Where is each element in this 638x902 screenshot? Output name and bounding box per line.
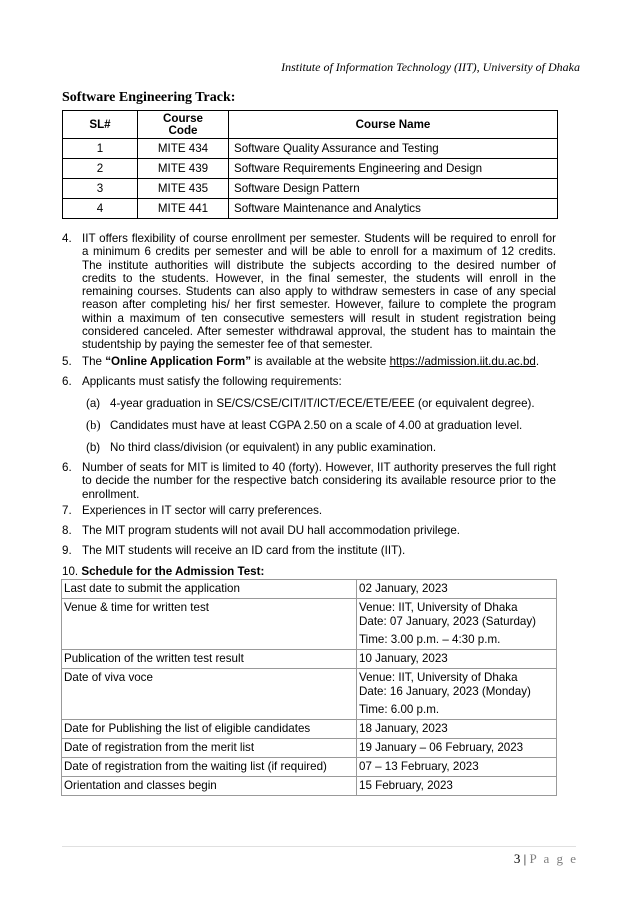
schedule-label: Date of registration from the merit list (62, 739, 357, 758)
list-item-6-seats (62, 461, 556, 501)
page-number: 3 (513, 851, 521, 866)
schedule-label: Orientation and classes begin (62, 777, 357, 796)
sub-item-text: 4-year graduation in SE/CS/CSE/CIT/IT/ICT/ECE/ETE/EEE (or equivalent degree). (110, 397, 535, 410)
schedule-value: 15 February, 2023 (357, 777, 557, 796)
sub-item-number: (b) (86, 441, 101, 454)
sub-item-b-second (86, 441, 556, 454)
item-text: IIT offers flexibility of course enrollment per semester. Students will be required to enroll for a minimum 6 credits per semester and will be able to enroll for a maximum of 12 credits. The institute authorities will distribute the subjects according to the desired number of credits to the students. However, in the final semester, the students will enroll in the remaining courses. Students can also apply to withdraw semesters in case of any special reason after completing his/ her first semester. However, failure to complete the program within a maximum of ten consecutive semesters will result in student registration being considered canceled. After semester withdrawal approval, the student has to maintain the studentship by paying the semester fee of that semester. (82, 232, 556, 352)
table-row (62, 758, 557, 777)
schedule-label: Venue & time for written test (62, 599, 357, 650)
schedule-value: 07 – 13 February, 2023 (357, 758, 557, 777)
schedule-label: Date of registration from the waiting list (if required) (62, 758, 357, 777)
list-item-5 (62, 355, 556, 368)
list-item-9 (62, 544, 556, 557)
cell-name: Software Quality Assurance and Testing (229, 139, 558, 159)
item-number: 5. (62, 355, 72, 368)
item-number: 6. (62, 461, 72, 474)
schedule-label: Last date to submit the application (62, 580, 357, 599)
sub-item-a (86, 397, 556, 410)
cell-name: Software Design Pattern (229, 179, 558, 199)
item-text: The “Online Application Form” is available at the website https://admission.iit.du.ac.bd. (82, 355, 540, 368)
admission-website-link[interactable]: https://admission.iit.du.ac.bd (389, 355, 536, 368)
list-item-4 (62, 232, 556, 352)
schedule-table (61, 579, 557, 796)
list-item-8 (62, 524, 556, 537)
table-row (62, 650, 557, 669)
footer-separator: | (523, 851, 527, 866)
schedule-value: Venue: IIT, University of Dhaka Date: 07 January, 2023 (Saturday) Time: 3.00 p.m. – 4:30 p.m. (357, 599, 557, 650)
sub-item-text: Candidates must have at least CGPA 2.50 on a scale of 4.00 at graduation level. (110, 419, 523, 432)
cell-code: MITE 441 (138, 199, 229, 219)
table-row (62, 669, 557, 720)
course-table (62, 110, 558, 219)
list-item-6 (62, 375, 556, 388)
list-item-7 (62, 504, 556, 517)
item-number: 4. (62, 232, 72, 245)
item-text: Number of seats for MIT is limited to 40 (forty). However, IIT authority preserves the full right to decide the number for the respective batch considering its available resource prior to the enrollment. (82, 461, 556, 501)
cell-sl: 3 (63, 179, 138, 199)
online-form-label: “Online Application Form” (105, 355, 251, 368)
schedule-title (62, 565, 264, 578)
item-number: 6. (62, 375, 72, 388)
item-number: 9. (62, 544, 72, 557)
item-text: Experiences in IT sector will carry preferences. (82, 504, 323, 517)
col-header-name: Course Name (229, 111, 558, 139)
cell-name: Software Maintenance and Analytics (229, 199, 558, 219)
table-row (62, 739, 557, 758)
item-number: 8. (62, 524, 72, 537)
cell-code: MITE 435 (138, 179, 229, 199)
cell-name: Software Requirements Engineering and Design (229, 159, 558, 179)
cell-code: MITE 439 (138, 159, 229, 179)
table-row (63, 139, 558, 159)
schedule-label: Date of viva voce (62, 669, 357, 720)
table-row (62, 720, 557, 739)
page-word: P a g e (529, 851, 578, 866)
schedule-value: 10 January, 2023 (357, 650, 557, 669)
schedule-value: Venue: IIT, University of Dhaka Date: 16 January, 2023 (Monday) Time: 6.00 p.m. (357, 669, 557, 720)
item-text: Applicants must satisfy the following requirements: (82, 375, 342, 388)
schedule-value: 19 January – 06 February, 2023 (357, 739, 557, 758)
col-header-code: Course Code (138, 111, 229, 139)
footer-divider (62, 846, 576, 847)
sub-item-b (86, 419, 556, 432)
table-row (63, 179, 558, 199)
sub-item-text: No third class/division (or equivalent) in any public examination. (110, 441, 437, 454)
cell-sl: 2 (63, 159, 138, 179)
table-row (62, 777, 557, 796)
cell-code: MITE 434 (138, 139, 229, 159)
table-row (63, 159, 558, 179)
sub-item-number: (a) (86, 397, 101, 410)
cell-sl: 4 (63, 199, 138, 219)
item-text: The MIT program students will not avail DU hall accommodation privilege. (82, 524, 461, 537)
page-footer (514, 851, 578, 867)
item-number: 7. (62, 504, 72, 517)
schedule-heading: Schedule for the Admission Test: (81, 565, 265, 578)
col-header-sl: SL# (63, 111, 138, 139)
schedule-number: 10. (62, 565, 79, 578)
course-table-header (63, 111, 558, 139)
sub-item-number: (b) (86, 418, 101, 432)
cell-sl: 1 (63, 139, 138, 159)
table-row (63, 199, 558, 219)
table-row (62, 580, 557, 599)
page-header: Institute of Information Technology (IIT), University of Dhaka (281, 60, 580, 74)
schedule-label: Date for Publishing the list of eligible candidates (62, 720, 357, 739)
schedule-value: 02 January, 2023 (357, 580, 557, 599)
schedule-label: Publication of the written test result (62, 650, 357, 669)
schedule-value: 18 January, 2023 (357, 720, 557, 739)
track-title: Software Engineering Track: (62, 90, 236, 105)
table-row (62, 599, 557, 650)
item-text: The MIT students will receive an ID card from the institute (IIT). (82, 544, 406, 557)
